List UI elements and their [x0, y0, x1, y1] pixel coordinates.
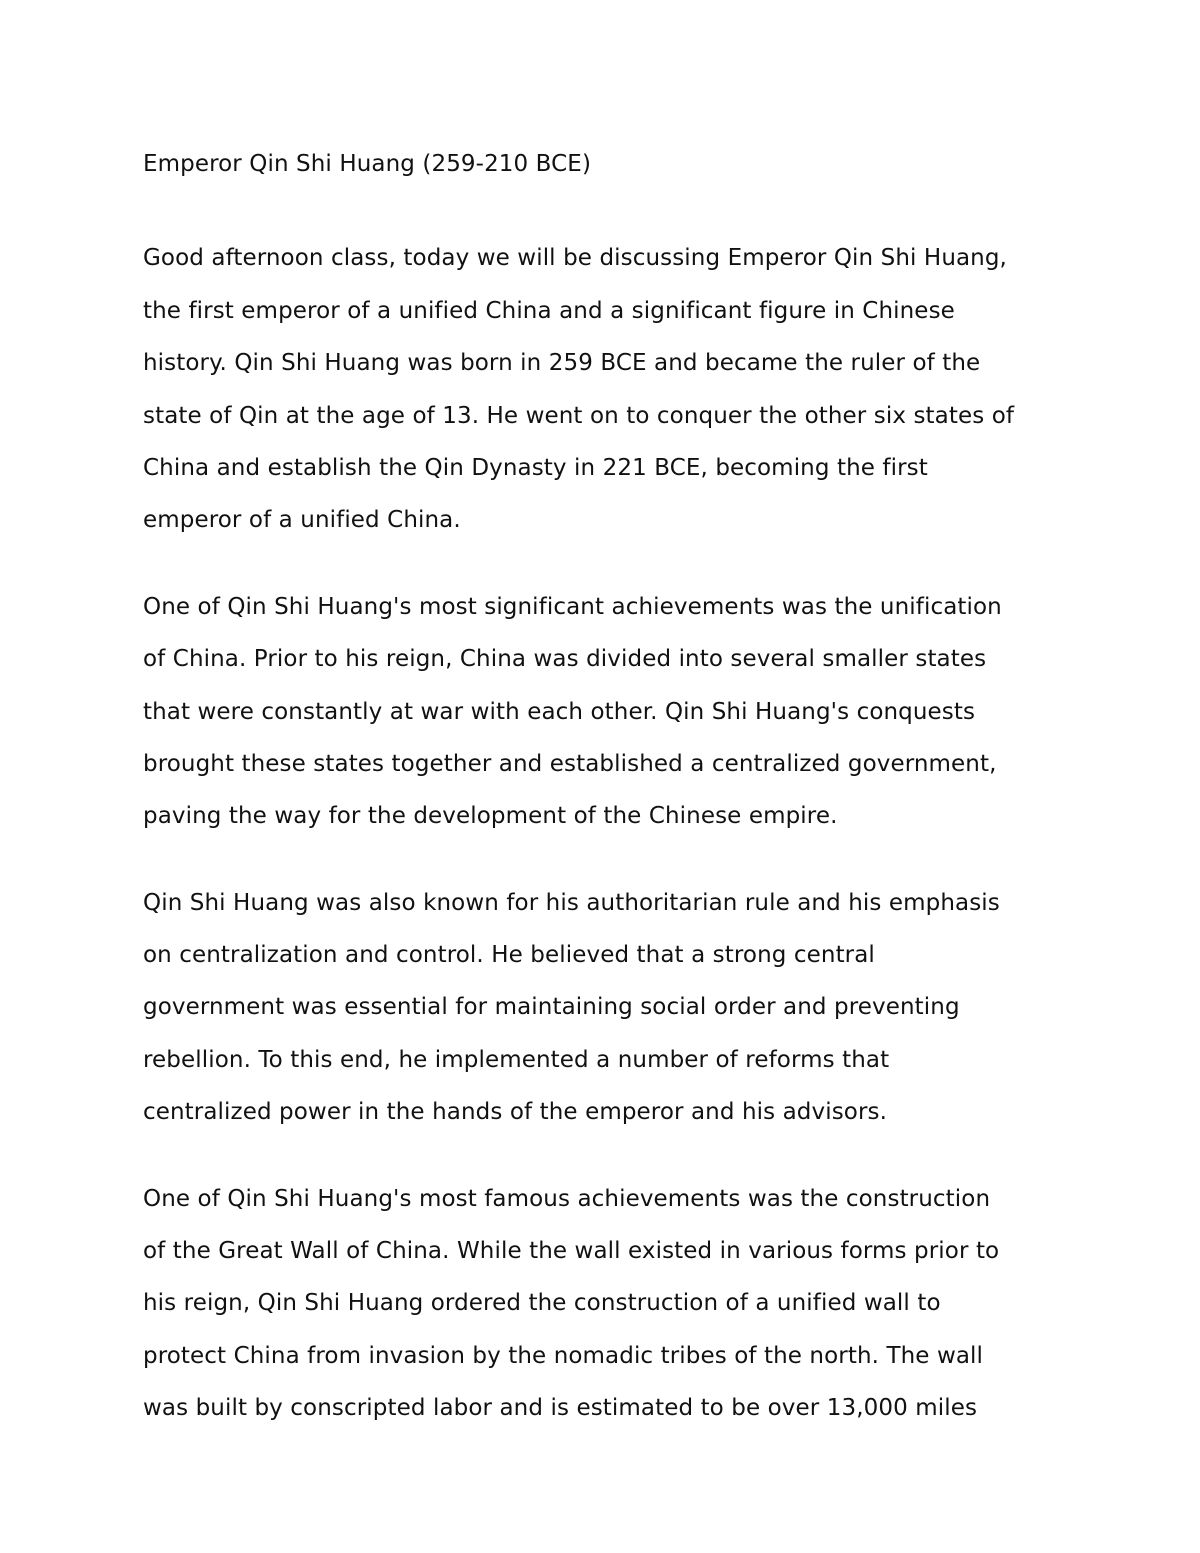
- paragraph-line: Good afternoon class, today we will be discussing Emperor Qin Shi Huang,: [143, 245, 1007, 272]
- paragraph-line: the first emperor of a unified China and a significant figure in Chinese: [143, 297, 955, 324]
- paragraph-line: One of Qin Shi Huang's most famous achievements was the construction: [143, 1185, 991, 1212]
- document-title: Emperor Qin Shi Huang (259-210 BCE): [143, 151, 592, 177]
- paragraph-line: emperor of a unified China.: [143, 507, 461, 534]
- paragraph-3: [143, 877, 1073, 1139]
- document-body: [143, 138, 1073, 1435]
- spacer: [143, 190, 1073, 232]
- paragraph-line: was built by conscripted labor and is estimated to be over 13,000 miles: [143, 1395, 978, 1422]
- paragraph-line: that were constantly at war with each other. Qin Shi Huang's conquests: [143, 698, 976, 725]
- paragraph-line: brought these states together and established a centralized government,: [143, 750, 997, 777]
- paragraph-line: protect China from invasion by the nomadic tribes of the north. The wall: [143, 1342, 984, 1369]
- paragraph-line: state of Qin at the age of 13. He went on to conquer the other six states of: [143, 402, 1015, 429]
- paragraph-line: history. Qin Shi Huang was born in 259 BCE and became the ruler of the: [143, 350, 981, 377]
- spacer: [143, 843, 1073, 877]
- paragraph-line: Qin Shi Huang was also known for his authoritarian rule and his emphasis: [143, 889, 1000, 916]
- paragraph-line: of China. Prior to his reign, China was divided into several smaller states: [143, 646, 987, 673]
- paragraph-line: his reign, Qin Shi Huang ordered the construction of a unified wall to: [143, 1290, 941, 1317]
- paragraph-line: China and establish the Qin Dynasty in 221 BCE, becoming the first: [143, 454, 928, 481]
- paragraph-2: [143, 581, 1073, 843]
- paragraph-1: [143, 232, 1073, 546]
- paragraph-line: One of Qin Shi Huang's most significant achievements was the unification: [143, 593, 1002, 620]
- paragraph-line: centralized power in the hands of the emperor and his advisors.: [143, 1099, 888, 1126]
- paragraph-line: rebellion. To this end, he implemented a number of reforms that: [143, 1046, 890, 1073]
- paragraph-line: paving the way for the development of the Chinese empire.: [143, 803, 838, 830]
- spacer: [143, 1139, 1073, 1173]
- spacer: [143, 547, 1073, 581]
- paragraph-line: of the Great Wall of China. While the wall existed in various forms prior to: [143, 1238, 1000, 1265]
- paragraph-4: [143, 1173, 1073, 1435]
- paragraph-line: government was essential for maintaining social order and preventing: [143, 994, 960, 1021]
- paragraph-line: on centralization and control. He believed that a strong central: [143, 942, 875, 969]
